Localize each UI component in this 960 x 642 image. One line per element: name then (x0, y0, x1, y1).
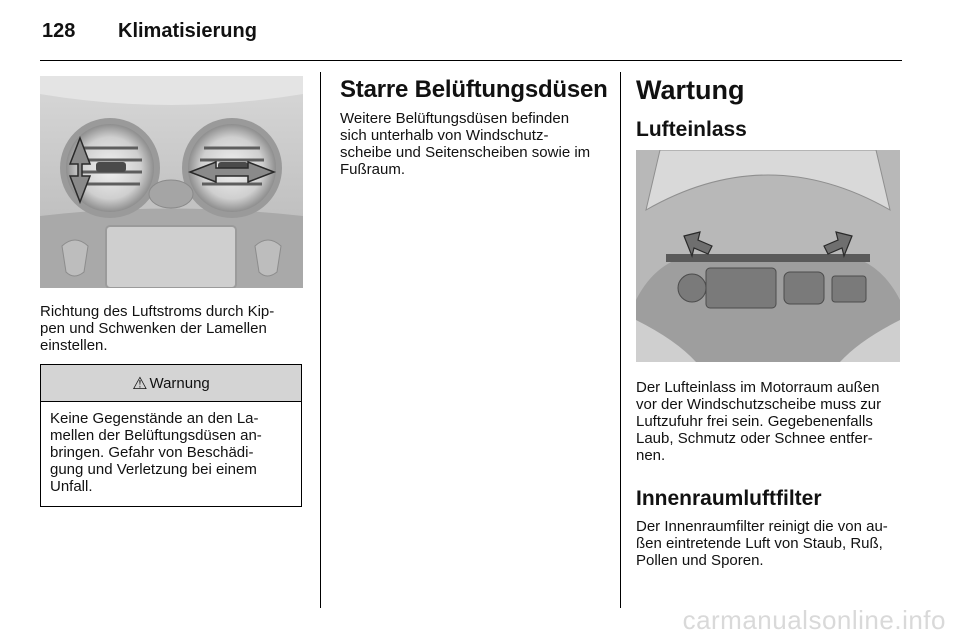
air-vents-figure (40, 76, 303, 288)
warning-triangle-icon: ⚠ (132, 373, 148, 393)
chapter-title: Klimatisierung (118, 20, 257, 42)
header-rule (40, 60, 902, 61)
fixed-vents-text: Weitere Belüftungsdüsen befinden sich unterhalb von Windschutz- scheibe und Seitenscheiben sowie im Fußraum. (340, 110, 591, 178)
section-heading-fixed-vents: Starre Belüftungsdüsen (340, 76, 608, 103)
engine-bay-figure (636, 150, 900, 362)
warning-header (41, 365, 301, 402)
warning-title: Warnung (149, 374, 210, 392)
page-number: 128 (42, 20, 76, 42)
subheading-air-intake: Lufteinlass (636, 118, 747, 141)
air-direction-caption: Richtung des Luftstroms durch Kip- pen und Schwenken der Lamellen einstellen. (40, 303, 275, 354)
watermark: carmanualsonline.info (682, 605, 946, 635)
subheading-cabin-filter: Innenraumluftfilter (636, 487, 822, 510)
column-divider (620, 72, 621, 608)
column-divider (320, 72, 321, 608)
cabin-filter-text: Der Innenraumfilter reinigt die von au- ßen eintretende Luft von Staub, Ruß, Pollen und Sporen. (636, 518, 888, 569)
warning-text: Keine Gegenstände an den La- mellen der Belüftungsdüsen an- bringen. Gefahr von Beschädi- gung und Verletzung bei einem Unfall. (50, 410, 262, 495)
air-intake-text: Der Lufteinlass im Motorraum außen vor der Windschutzscheibe muss zur Luftzufuhr frei sein. Gegebenenfalls Laub, Schmutz oder Schnee entfer- nen. (636, 379, 882, 464)
warning-box (40, 364, 302, 507)
section-heading-maintenance: Wartung (636, 75, 745, 105)
